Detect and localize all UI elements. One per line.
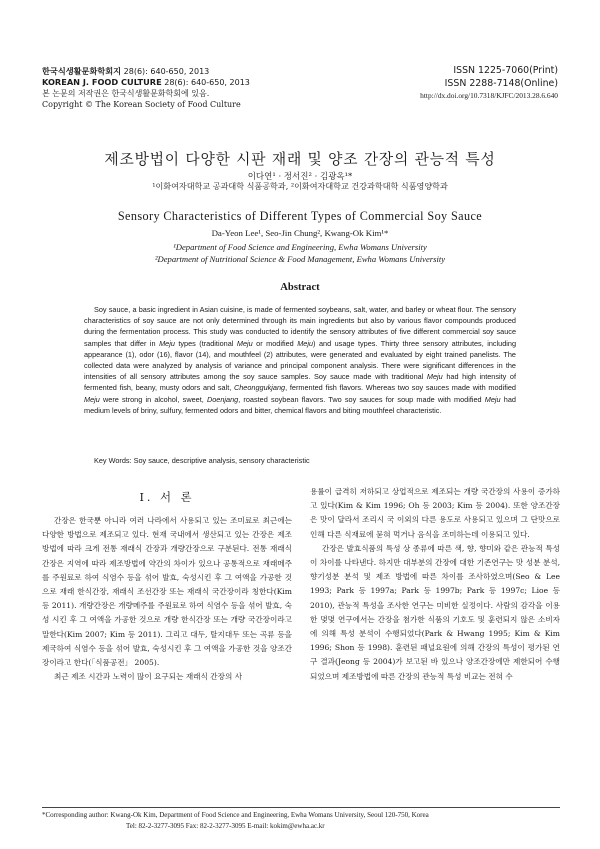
- body-paragraph: 최근 제조 시간과 노력이 많이 요구되는 재래식 간장의 사: [54, 672, 243, 682]
- corresponding-author: *Corresponding author: Kwang-Ok Kim, Department of Food Science and Engineering, Ewha Womans University, Seoul 120-750, Korea: [42, 811, 429, 819]
- keywords: Key Words: Soy sauce, descriptive analysis, sensory characteristic: [94, 456, 310, 465]
- body-column-left: [42, 514, 292, 684]
- body-paragraph: 용률이 급격히 저하되고 상업적으로 제조되는 개량 국간장의 사용이 증가하고 있다(Kim & Kim 1996; Oh 등 2003; Kim 등 2004). 또한 양조간장은 맛이 달라서 조리시 국 이외의 다른 용도로 사용되고 있으며 그 단맛으로 인해 다른 식재료에 묻혀 먹거나 음식을 조미하는데 이용되고 있다.: [310, 487, 560, 539]
- journal-issue-en: 28(6): 640-650, 2013: [164, 78, 250, 87]
- paper-title-ko: 제조방법이 다양한 시판 재래 및 양조 간장의 관능적 특성: [104, 151, 496, 168]
- journal-header: [42, 66, 342, 110]
- affiliation-en-2: ²Department of Nutritional Science & Food Management, Ewha Womans University: [154, 254, 446, 264]
- author-contact: Tel: 82-2-3277-3095 Fax: 82-2-3277-3095 E-mail: kokim@ewha.ac.kr: [126, 822, 325, 830]
- body-column-right: [310, 485, 560, 684]
- authors-ko: 이다연¹ · 정서진² · 김광옥¹*: [247, 172, 353, 182]
- copyright-en: Copyright © The Korean Society of Food Culture: [42, 100, 241, 109]
- issn-print: ISSN 1225-7060(Print): [453, 65, 558, 76]
- abstract-body: Soy sauce, a basic ingredient in Asian cuisine, is made of fermented soybeans, salt, water, and barley or wheat flour. The sensory characteristics of soy sauce are not only determined through its main ingredients but also by various flavor compounds produced during the fermentation process. This study was conducted to identify the sensory attributes of five different commercial soy sauce samples that differ in Meju types (traditional Meju or modified Meju) and usage types. Thirty three sensory attributes, including appearance (1), odor (16), flavor (14), and mouthfeel (2) attributes, were generated and evaluated by eight trained panelists. The collected data were analyzed by analysis of variance and principal component analysis. There were significant differences in the intensities of all sensory attributes among the soy sauce samples. Soy sauce made with traditional Meju had high intensity of fermented fish, beany, musty odors and salt, Cheonggukjang, fermented fish flavors. Whereas two soy sauces made with modified Meju were strong in alcohol, sweet, Doenjang, roasted soybean flavors. Two soy sauces for soup made with modified Meju had medium levels of briny, sulfury, fermented odors and bitter, chemical flavors and biting mouthfeel characteristic.: [84, 305, 517, 415]
- issn-online: ISSN 2288-7148(Online): [444, 78, 558, 89]
- journal-name-ko: 한국식생활문화학회지: [42, 66, 122, 76]
- copyright-ko: 본 논문의 저작권은 한국식생활문화학회에 있음.: [42, 89, 210, 98]
- footnote-divider: [42, 807, 560, 808]
- abstract-heading: Abstract: [280, 282, 320, 293]
- affiliation-en-1: ¹Department of Food Science and Engineering, Ewha Womans University: [173, 242, 427, 252]
- body-paragraph: 간장은 발효식품의 특성 상 종류에 따른 색, 향, 향미와 같은 관능적 특성이 차이를 나타낸다. 하지만 대부분의 간장에 대한 기존연구는 맛 성분 분석, 향기성분 분석 및 제조 방법에 따른 차이를 조사하였으며(Seo & Lee 1993; Park 등 1997a; Park 등 1997b; Park 등 1997c; Lioe 등 2010), 관능적 특성을 조사한 연구는 미비한 실정이다. 사람의 감각을 이용한 몇몇 연구에서는 간장을 첨가한 식품의 기호도 및 훈련되지 않은 소비자에 의해 특성 분석이 수행되었다(Park & Hwang 1995; Kim & Kim 1996; Shon 등 1998). 훈련된 패널요원에 의해 간장의 특성이 평가된 연구 결과(Jeong 등 2004)가 보고된 바 있으나 양조간장에만 제한되어 수행되었으며 제조방법에 따른 간장의 관능적 특성 비교는 전혀 수: [310, 543, 560, 681]
- affiliations-ko: ¹이화여자대학교 공과대학 식품공학과, ²이화여자대학교 건강과학대학 식품영양학과: [152, 181, 448, 191]
- paper-title-en: Sensory Characteristics of Different Types of Commercial Soy Sauce: [117, 209, 483, 223]
- body-paragraph: 간장은 한국뿐 아니라 여러 나라에서 사용되고 있는 조미료로 최근에는 다양한 방법으로 제조되고 있다. 현재 국내에서 생산되고 있는 간장은 제조방법에 따라 크게 전통 재래식 간장과 개량간장으로 구분된다. 전통 재래식 간장은 지역에 따라 제조방법에 약간의 차이가 있으나 공통적으로 재래메주를 주원료로 하여 식염수 등을 섞어 발효, 숙성시킨 후 그 여액을 가공한 것으로 재래 한식간장, 재래식 조선간장 또는 재래식 국간장이라 칭한다(Kim 등 2011). 개량간장은 개량메주를 주원료로 하여 식염수 등을 섞어 발효, 숙성 시킨 후 그 여액을 가공한 것으로 개량 한식간장 또는 개량 국간장이라고 말한다(Kim 2007; Kim 등 2011). 그리고 대두, 탈지대두 또는 곡류 등을 제국하여 식염수 등을 섞어 발효, 숙성시킨 후 그 여액을 가공한 것을 양조간장이라고 한다(「식품공전」 2005).: [42, 516, 292, 668]
- doi-link[interactable]: http://dx.doi.org/10.7318/KJFC/2013.28.6.640: [420, 91, 558, 100]
- journal-issue-ko: 28(6): 640-650, 2013: [123, 67, 210, 76]
- section-heading-intro: I. 서 론: [139, 491, 195, 504]
- journal-name-en: KOREAN J. FOOD CULTURE: [42, 77, 162, 87]
- issn-block: [338, 64, 558, 102]
- authors-en: Da-Yeon Lee¹, Seo-Jin Chung², Kwang-Ok Kim¹*: [211, 228, 389, 238]
